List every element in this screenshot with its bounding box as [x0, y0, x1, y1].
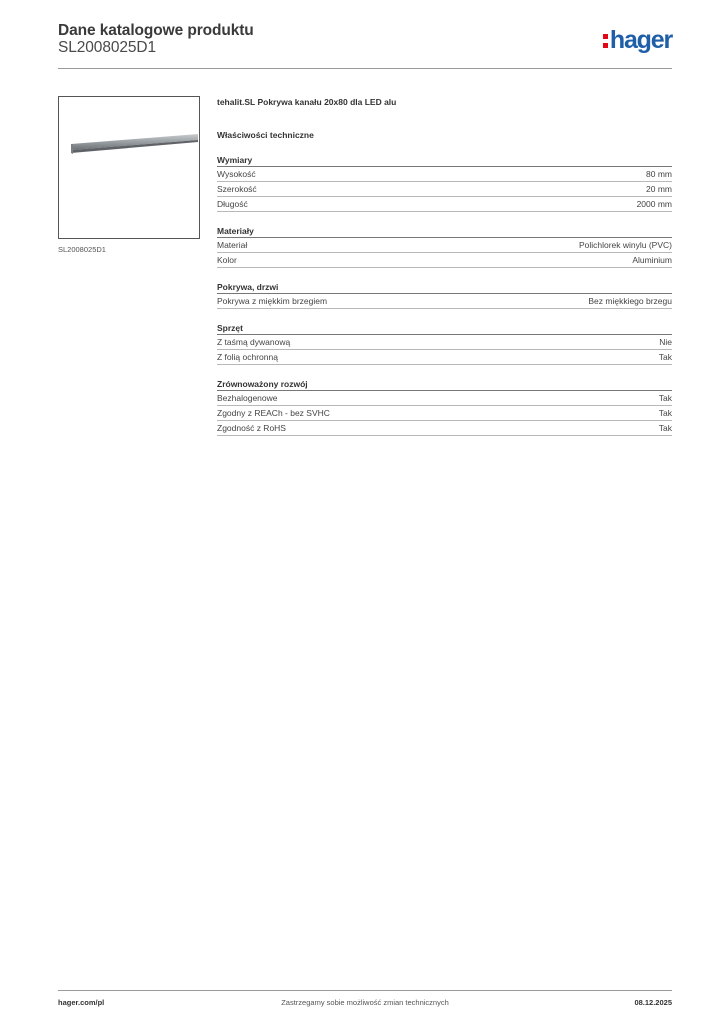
- group-sustainability: [217, 378, 672, 436]
- group-title: Sprzęt: [217, 322, 672, 335]
- spec-value: Polichlorek winylu (PVC): [578, 240, 672, 250]
- spec-row: [217, 238, 672, 253]
- spec-label: Długość: [217, 199, 248, 209]
- spec-value: Nie: [659, 337, 672, 347]
- spec-label: Bezhalogenowe: [217, 393, 278, 403]
- spec-row: [217, 350, 672, 365]
- image-caption: SL2008025D1: [58, 245, 106, 254]
- spec-row: [217, 167, 672, 182]
- spec-label: Zgodny z REACh - bez SVHC: [217, 408, 330, 418]
- spec-label: Z folią ochronną: [217, 352, 278, 362]
- logo-dots-icon: [603, 32, 608, 50]
- header-divider: [58, 68, 672, 69]
- group-dimensions: [217, 154, 672, 212]
- spec-row: [217, 335, 672, 350]
- page-footer: [58, 998, 672, 1010]
- spec-row: [217, 197, 672, 212]
- spec-row: [217, 406, 672, 421]
- page-header: [58, 22, 672, 68]
- spec-value: Tak: [658, 408, 672, 418]
- logo-text: hager: [609, 26, 672, 54]
- spec-row: [217, 294, 672, 309]
- group-title: Zrównoważony rozwój: [217, 378, 672, 391]
- product-details: [217, 96, 672, 436]
- product-code: SL2008025D1: [58, 39, 157, 56]
- spec-value: Tak: [658, 423, 672, 433]
- spec-label: Wysokość: [217, 169, 256, 179]
- spec-label: Z taśmą dywanową: [217, 337, 291, 347]
- product-name: tehalit.SL Pokrywa kanału 20x80 dla LED alu: [217, 97, 397, 107]
- footer-disclaimer: Zastrzegamy sobie możliwość zmian technicznych: [281, 998, 449, 1007]
- spec-value: Aluminium: [632, 255, 672, 265]
- spec-value: 2000 mm: [636, 199, 672, 209]
- product-image: [58, 96, 200, 239]
- spec-label: Kolor: [217, 255, 237, 265]
- spec-row: [217, 421, 672, 436]
- spec-row: [217, 391, 672, 406]
- group-equipment: [217, 322, 672, 365]
- spec-value: 80 mm: [646, 169, 672, 179]
- spec-label: Materiał: [217, 240, 248, 250]
- group-materials: [217, 225, 672, 268]
- spec-value: Tak: [658, 393, 672, 403]
- cover-profile-icon: [59, 97, 199, 238]
- group-title: Wymiary: [217, 154, 672, 167]
- spec-value: Bez miękkiego brzegu: [588, 296, 672, 306]
- group-title: Pokrywa, drzwi: [217, 281, 672, 294]
- footer-date: 08.12.2025: [634, 998, 672, 1007]
- spec-label: Zgodność z RoHS: [217, 423, 286, 433]
- spec-value: 20 mm: [646, 184, 672, 194]
- section-heading: Właściwości techniczne: [217, 130, 314, 140]
- footer-divider: [58, 990, 672, 991]
- spec-value: Tak: [658, 352, 672, 362]
- spec-row: [217, 182, 672, 197]
- spec-label: Pokrywa z miękkim brzegiem: [217, 296, 328, 306]
- document-title: Dane katalogowe produktu: [58, 22, 254, 39]
- hager-logo: [603, 26, 672, 54]
- spec-row: [217, 253, 672, 268]
- spec-label: Szerokość: [217, 184, 257, 194]
- group-cover-doors: [217, 281, 672, 309]
- footer-website-link[interactable]: hager.com/pl: [58, 998, 105, 1007]
- group-title: Materiały: [217, 225, 672, 238]
